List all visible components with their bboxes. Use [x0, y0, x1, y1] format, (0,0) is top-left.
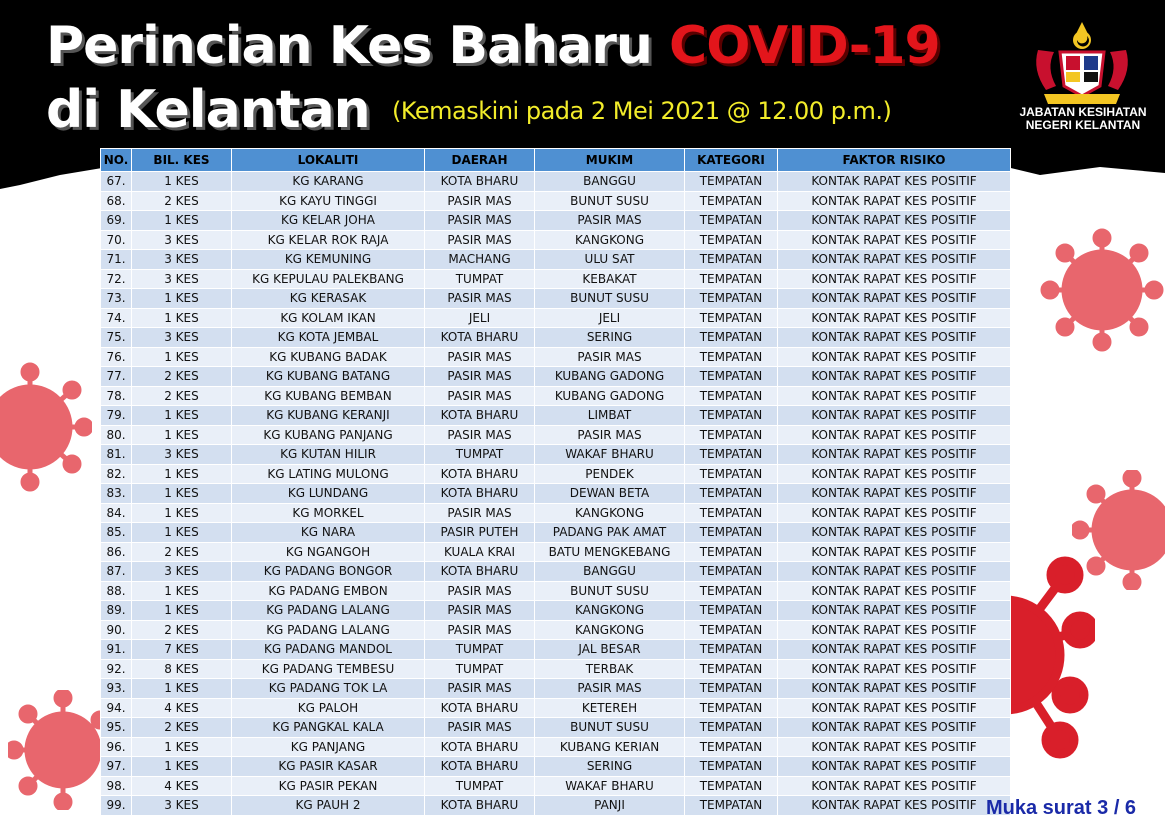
table-row — [101, 679, 1011, 699]
case-number-cell: 81. — [101, 445, 132, 465]
case-number-cell: 71. — [101, 250, 132, 270]
risk-factor-cell: KONTAK RAPAT KES POSITIF — [778, 659, 1011, 679]
locality-cell: KG PADANG BONGOR — [232, 562, 425, 582]
category-cell: TEMPATAN — [685, 718, 778, 738]
locality-cell: KG KEMUNING — [232, 250, 425, 270]
category-cell: TEMPATAN — [685, 425, 778, 445]
title-text: Perincian Kes Baharu — [46, 16, 652, 76]
case-number-cell: 82. — [101, 464, 132, 484]
district-cell: PASIR MAS — [425, 425, 535, 445]
district-cell: MACHANG — [425, 250, 535, 270]
locality-cell: KG PANJANG — [232, 737, 425, 757]
category-cell: TEMPATAN — [685, 679, 778, 699]
category-cell: TEMPATAN — [685, 445, 778, 465]
district-cell: KUALA KRAI — [425, 542, 535, 562]
locality-cell: KG KUBANG BADAK — [232, 347, 425, 367]
subdistrict-cell: PADANG PAK AMAT — [535, 523, 685, 543]
case-count-cell: 1 KES — [132, 425, 232, 445]
column-header: FAKTOR RISIKO — [778, 149, 1011, 172]
risk-factor-cell: KONTAK RAPAT KES POSITIF — [778, 757, 1011, 777]
column-header: KATEGORI — [685, 149, 778, 172]
case-count-cell: 3 KES — [132, 562, 232, 582]
risk-factor-cell: KONTAK RAPAT KES POSITIF — [778, 308, 1011, 328]
case-count-cell: 3 KES — [132, 250, 232, 270]
district-cell: PASIR MAS — [425, 718, 535, 738]
case-count-cell: 2 KES — [132, 367, 232, 387]
locality-cell: KG PALOH — [232, 698, 425, 718]
page-title — [46, 14, 940, 78]
table-row — [101, 718, 1011, 738]
subdistrict-cell: BUNUT SUSU — [535, 581, 685, 601]
table-row — [101, 659, 1011, 679]
table-row — [101, 640, 1011, 660]
table-header-row — [101, 149, 1011, 172]
subdistrict-cell: WAKAF BHARU — [535, 776, 685, 796]
category-cell: TEMPATAN — [685, 737, 778, 757]
district-cell: KOTA BHARU — [425, 562, 535, 582]
case-number-cell: 94. — [101, 698, 132, 718]
case-count-cell: 1 KES — [132, 757, 232, 777]
case-number-cell: 87. — [101, 562, 132, 582]
case-number-cell: 85. — [101, 523, 132, 543]
locality-cell: KG LATING MULONG — [232, 464, 425, 484]
table-row — [101, 230, 1011, 250]
category-cell: TEMPATAN — [685, 601, 778, 621]
category-cell: TEMPATAN — [685, 289, 778, 309]
locality-cell: KG KAYU TINGGI — [232, 191, 425, 211]
case-count-cell: 1 KES — [132, 211, 232, 231]
column-header: NO. — [101, 149, 132, 172]
locality-cell: KG KUBANG BATANG — [232, 367, 425, 387]
category-cell: TEMPATAN — [685, 367, 778, 387]
district-cell: PASIR MAS — [425, 211, 535, 231]
district-cell: TUMPAT — [425, 640, 535, 660]
case-number-cell: 86. — [101, 542, 132, 562]
district-cell: KOTA BHARU — [425, 172, 535, 192]
risk-factor-cell: KONTAK RAPAT KES POSITIF — [778, 425, 1011, 445]
risk-factor-cell: KONTAK RAPAT KES POSITIF — [778, 406, 1011, 426]
category-cell: TEMPATAN — [685, 406, 778, 426]
column-header: BIL. KES — [132, 149, 232, 172]
subdistrict-cell: SERING — [535, 757, 685, 777]
case-number-cell: 76. — [101, 347, 132, 367]
case-count-cell: 2 KES — [132, 386, 232, 406]
locality-cell: KG PAUH 2 — [232, 796, 425, 816]
district-cell: PASIR MAS — [425, 367, 535, 387]
table-row — [101, 386, 1011, 406]
column-header: DAERAH — [425, 149, 535, 172]
case-number-cell: 98. — [101, 776, 132, 796]
subdistrict-cell: KANGKONG — [535, 620, 685, 640]
update-timestamp: (Kemaskini pada 2 Mei 2021 @ 12.00 p.m.) — [392, 97, 892, 125]
category-cell: TEMPATAN — [685, 250, 778, 270]
case-number-cell: 77. — [101, 367, 132, 387]
case-count-cell: 4 KES — [132, 776, 232, 796]
risk-factor-cell: KONTAK RAPAT KES POSITIF — [778, 445, 1011, 465]
district-cell: KOTA BHARU — [425, 328, 535, 348]
table-row — [101, 367, 1011, 387]
district-cell: PASIR MAS — [425, 191, 535, 211]
subdistrict-cell: KETEREH — [535, 698, 685, 718]
subdistrict-cell: BUNUT SUSU — [535, 289, 685, 309]
case-number-cell: 97. — [101, 757, 132, 777]
table-row — [101, 796, 1011, 816]
case-count-cell: 1 KES — [132, 172, 232, 192]
case-count-cell: 1 KES — [132, 523, 232, 543]
case-number-cell: 83. — [101, 484, 132, 504]
case-number-cell: 74. — [101, 308, 132, 328]
risk-factor-cell: KONTAK RAPAT KES POSITIF — [778, 718, 1011, 738]
table-row — [101, 620, 1011, 640]
case-count-cell: 3 KES — [132, 796, 232, 816]
category-cell: TEMPATAN — [685, 191, 778, 211]
district-cell: TUMPAT — [425, 776, 535, 796]
table-row — [101, 328, 1011, 348]
category-cell: TEMPATAN — [685, 211, 778, 231]
case-number-cell: 99. — [101, 796, 132, 816]
subdistrict-cell: JELI — [535, 308, 685, 328]
district-cell: PASIR MAS — [425, 386, 535, 406]
locality-cell: KG KELAR ROK RAJA — [232, 230, 425, 250]
risk-factor-cell: KONTAK RAPAT KES POSITIF — [778, 191, 1011, 211]
risk-factor-cell: KONTAK RAPAT KES POSITIF — [778, 328, 1011, 348]
subdistrict-cell: BANGGU — [535, 172, 685, 192]
table-row — [101, 308, 1011, 328]
category-cell: TEMPATAN — [685, 776, 778, 796]
case-number-cell: 95. — [101, 718, 132, 738]
department-name — [1008, 106, 1158, 132]
page-number: Muka surat 3 / 6 — [986, 797, 1137, 819]
case-count-cell: 1 KES — [132, 347, 232, 367]
case-number-cell: 78. — [101, 386, 132, 406]
locality-cell: KG KERASAK — [232, 289, 425, 309]
table-row — [101, 484, 1011, 504]
subdistrict-cell: PASIR MAS — [535, 211, 685, 231]
locality-cell: KG KOTA JEMBAL — [232, 328, 425, 348]
risk-factor-cell: KONTAK RAPAT KES POSITIF — [778, 367, 1011, 387]
case-number-cell: 69. — [101, 211, 132, 231]
locality-cell: KG PADANG EMBON — [232, 581, 425, 601]
category-cell: TEMPATAN — [685, 464, 778, 484]
case-count-cell: 1 KES — [132, 484, 232, 504]
category-cell: TEMPATAN — [685, 484, 778, 504]
district-cell: PASIR MAS — [425, 347, 535, 367]
case-count-cell: 1 KES — [132, 308, 232, 328]
category-cell: TEMPATAN — [685, 659, 778, 679]
case-number-cell: 67. — [101, 172, 132, 192]
risk-factor-cell: KONTAK RAPAT KES POSITIF — [778, 796, 1011, 816]
case-count-cell: 3 KES — [132, 445, 232, 465]
subdistrict-cell: BUNUT SUSU — [535, 191, 685, 211]
case-count-cell: 3 KES — [132, 328, 232, 348]
risk-factor-cell: KONTAK RAPAT KES POSITIF — [778, 523, 1011, 543]
risk-factor-cell: KONTAK RAPAT KES POSITIF — [778, 737, 1011, 757]
subdistrict-cell: PENDEK — [535, 464, 685, 484]
title-covid-highlight: COVID-19 — [669, 16, 940, 76]
risk-factor-cell: KONTAK RAPAT KES POSITIF — [778, 581, 1011, 601]
case-number-cell: 90. — [101, 620, 132, 640]
subdistrict-cell: KUBANG GADONG — [535, 367, 685, 387]
subdistrict-cell: LIMBAT — [535, 406, 685, 426]
category-cell: TEMPATAN — [685, 347, 778, 367]
category-cell: TEMPATAN — [685, 328, 778, 348]
district-cell: TUMPAT — [425, 269, 535, 289]
district-cell: TUMPAT — [425, 659, 535, 679]
case-count-cell: 1 KES — [132, 503, 232, 523]
category-cell: TEMPATAN — [685, 640, 778, 660]
district-cell: PASIR MAS — [425, 503, 535, 523]
risk-factor-cell: KONTAK RAPAT KES POSITIF — [778, 250, 1011, 270]
subdistrict-cell: JAL BESAR — [535, 640, 685, 660]
risk-factor-cell: KONTAK RAPAT KES POSITIF — [778, 542, 1011, 562]
locality-cell: KG NARA — [232, 523, 425, 543]
risk-factor-cell: KONTAK RAPAT KES POSITIF — [778, 484, 1011, 504]
subdistrict-cell: BANGGU — [535, 562, 685, 582]
locality-cell: KG PASIR KASAR — [232, 757, 425, 777]
category-cell: TEMPATAN — [685, 230, 778, 250]
case-count-cell: 1 KES — [132, 737, 232, 757]
page-title-line2: di Kelantan — [46, 80, 370, 140]
table-row — [101, 347, 1011, 367]
category-cell: TEMPATAN — [685, 503, 778, 523]
risk-factor-cell: KONTAK RAPAT KES POSITIF — [778, 503, 1011, 523]
category-cell: TEMPATAN — [685, 523, 778, 543]
coronavirus-icon — [0, 362, 92, 492]
column-header: MUKIM — [535, 149, 685, 172]
risk-factor-cell: KONTAK RAPAT KES POSITIF — [778, 640, 1011, 660]
district-cell: KOTA BHARU — [425, 464, 535, 484]
table-row — [101, 776, 1011, 796]
subdistrict-cell: KUBANG KERIAN — [535, 737, 685, 757]
district-cell: KOTA BHARU — [425, 406, 535, 426]
subdistrict-cell: ULU SAT — [535, 250, 685, 270]
risk-factor-cell: KONTAK RAPAT KES POSITIF — [778, 698, 1011, 718]
risk-factor-cell: KONTAK RAPAT KES POSITIF — [778, 386, 1011, 406]
risk-factor-cell: KONTAK RAPAT KES POSITIF — [778, 679, 1011, 699]
coronavirus-icon — [8, 690, 108, 810]
case-number-cell: 92. — [101, 659, 132, 679]
category-cell: TEMPATAN — [685, 581, 778, 601]
table-row — [101, 289, 1011, 309]
case-number-cell: 91. — [101, 640, 132, 660]
case-number-cell: 75. — [101, 328, 132, 348]
case-count-cell: 2 KES — [132, 718, 232, 738]
locality-cell: KG KOLAM IKAN — [232, 308, 425, 328]
subdistrict-cell: PASIR MAS — [535, 347, 685, 367]
case-count-cell: 4 KES — [132, 698, 232, 718]
case-count-cell: 3 KES — [132, 269, 232, 289]
district-cell: PASIR MAS — [425, 679, 535, 699]
case-number-cell: 88. — [101, 581, 132, 601]
case-count-cell: 2 KES — [132, 620, 232, 640]
table-row — [101, 250, 1011, 270]
locality-cell: KG KEPULAU PALEKBANG — [232, 269, 425, 289]
category-cell: TEMPATAN — [685, 757, 778, 777]
risk-factor-cell: KONTAK RAPAT KES POSITIF — [778, 289, 1011, 309]
subdistrict-cell: KUBANG GADONG — [535, 386, 685, 406]
category-cell: TEMPATAN — [685, 620, 778, 640]
malaysia-coat-of-arms-icon — [1030, 20, 1134, 108]
case-count-cell: 1 KES — [132, 289, 232, 309]
category-cell: TEMPATAN — [685, 562, 778, 582]
district-cell: TUMPAT — [425, 445, 535, 465]
district-cell: PASIR MAS — [425, 601, 535, 621]
case-number-cell: 70. — [101, 230, 132, 250]
subdistrict-cell: BUNUT SUSU — [535, 718, 685, 738]
case-number-cell: 72. — [101, 269, 132, 289]
subdistrict-cell: PASIR MAS — [535, 425, 685, 445]
case-number-cell: 89. — [101, 601, 132, 621]
district-cell: PASIR PUTEH — [425, 523, 535, 543]
category-cell: TEMPATAN — [685, 542, 778, 562]
locality-cell: KG PADANG MANDOL — [232, 640, 425, 660]
locality-cell: KG KUBANG PANJANG — [232, 425, 425, 445]
locality-cell: KG KARANG — [232, 172, 425, 192]
case-number-cell: 79. — [101, 406, 132, 426]
locality-cell: KG PADANG TEMBESU — [232, 659, 425, 679]
table-row — [101, 211, 1011, 231]
subdistrict-cell: KANGKONG — [535, 230, 685, 250]
subdistrict-cell: PANJI — [535, 796, 685, 816]
department-line-1: JABATAN KESIHATAN — [1019, 105, 1147, 119]
risk-factor-cell: KONTAK RAPAT KES POSITIF — [778, 464, 1011, 484]
table-row — [101, 542, 1011, 562]
district-cell: PASIR MAS — [425, 581, 535, 601]
table-row — [101, 757, 1011, 777]
table-row — [101, 601, 1011, 621]
table-row — [101, 406, 1011, 426]
risk-factor-cell: KONTAK RAPAT KES POSITIF — [778, 211, 1011, 231]
table-row — [101, 445, 1011, 465]
subdistrict-cell: KEBAKAT — [535, 269, 685, 289]
locality-cell: KG PADANG TOK LA — [232, 679, 425, 699]
table-row — [101, 737, 1011, 757]
locality-cell: KG NGANGOH — [232, 542, 425, 562]
subdistrict-cell: SERING — [535, 328, 685, 348]
case-count-cell: 1 KES — [132, 406, 232, 426]
category-cell: TEMPATAN — [685, 386, 778, 406]
subdistrict-cell: BATU MENGKEBANG — [535, 542, 685, 562]
subdistrict-cell: WAKAF BHARU — [535, 445, 685, 465]
locality-cell: KG PADANG LALANG — [232, 620, 425, 640]
district-cell: JELI — [425, 308, 535, 328]
locality-cell: KG PANGKAL KALA — [232, 718, 425, 738]
table-row — [101, 562, 1011, 582]
table-row — [101, 698, 1011, 718]
locality-cell: KG MORKEL — [232, 503, 425, 523]
risk-factor-cell: KONTAK RAPAT KES POSITIF — [778, 230, 1011, 250]
locality-cell: KG KUTAN HILIR — [232, 445, 425, 465]
case-number-cell: 80. — [101, 425, 132, 445]
district-cell: KOTA BHARU — [425, 484, 535, 504]
risk-factor-cell: KONTAK RAPAT KES POSITIF — [778, 620, 1011, 640]
case-number-cell: 84. — [101, 503, 132, 523]
risk-factor-cell: KONTAK RAPAT KES POSITIF — [778, 601, 1011, 621]
subdistrict-cell: KANGKONG — [535, 503, 685, 523]
case-count-cell: 1 KES — [132, 464, 232, 484]
locality-cell: KG PASIR PEKAN — [232, 776, 425, 796]
risk-factor-cell: KONTAK RAPAT KES POSITIF — [778, 269, 1011, 289]
table-body — [101, 172, 1011, 816]
department-line-2: NEGERI KELANTAN — [1025, 118, 1141, 132]
category-cell: TEMPATAN — [685, 308, 778, 328]
subdistrict-cell: KANGKONG — [535, 601, 685, 621]
category-cell: TEMPATAN — [685, 796, 778, 816]
locality-cell: KG KUBANG KERANJI — [232, 406, 425, 426]
district-cell: PASIR MAS — [425, 230, 535, 250]
subdistrict-cell: DEWAN BETA — [535, 484, 685, 504]
table-row — [101, 269, 1011, 289]
table-row — [101, 191, 1011, 211]
category-cell: TEMPATAN — [685, 172, 778, 192]
case-count-cell: 8 KES — [132, 659, 232, 679]
case-number-cell: 73. — [101, 289, 132, 309]
case-count-cell: 3 KES — [132, 230, 232, 250]
case-number-cell: 93. — [101, 679, 132, 699]
case-count-cell: 2 KES — [132, 191, 232, 211]
district-cell: PASIR MAS — [425, 620, 535, 640]
district-cell: PASIR MAS — [425, 289, 535, 309]
table-row — [101, 172, 1011, 192]
risk-factor-cell: KONTAK RAPAT KES POSITIF — [778, 562, 1011, 582]
case-number-cell: 68. — [101, 191, 132, 211]
table-row — [101, 464, 1011, 484]
locality-cell: KG LUNDANG — [232, 484, 425, 504]
risk-factor-cell: KONTAK RAPAT KES POSITIF — [778, 347, 1011, 367]
case-count-cell: 2 KES — [132, 542, 232, 562]
case-count-cell: 1 KES — [132, 679, 232, 699]
category-cell: TEMPATAN — [685, 698, 778, 718]
case-count-cell: 7 KES — [132, 640, 232, 660]
district-cell: KOTA BHARU — [425, 796, 535, 816]
subdistrict-cell: PASIR MAS — [535, 679, 685, 699]
table-row — [101, 581, 1011, 601]
risk-factor-cell: KONTAK RAPAT KES POSITIF — [778, 776, 1011, 796]
district-cell: KOTA BHARU — [425, 698, 535, 718]
category-cell: TEMPATAN — [685, 269, 778, 289]
coronavirus-icon — [1005, 545, 1095, 775]
case-count-cell: 1 KES — [132, 581, 232, 601]
coronavirus-icon — [1040, 228, 1164, 352]
column-header: LOKALITI — [232, 149, 425, 172]
table-row — [101, 503, 1011, 523]
table-row — [101, 523, 1011, 543]
case-count-cell: 1 KES — [132, 601, 232, 621]
risk-factor-cell: KONTAK RAPAT KES POSITIF — [778, 172, 1011, 192]
cases-table — [100, 148, 1011, 816]
subdistrict-cell: TERBAK — [535, 659, 685, 679]
table-row — [101, 425, 1011, 445]
case-number-cell: 96. — [101, 737, 132, 757]
district-cell: KOTA BHARU — [425, 737, 535, 757]
locality-cell: KG KELAR JOHA — [232, 211, 425, 231]
locality-cell: KG KUBANG BEMBAN — [232, 386, 425, 406]
locality-cell: KG PADANG LALANG — [232, 601, 425, 621]
district-cell: KOTA BHARU — [425, 757, 535, 777]
